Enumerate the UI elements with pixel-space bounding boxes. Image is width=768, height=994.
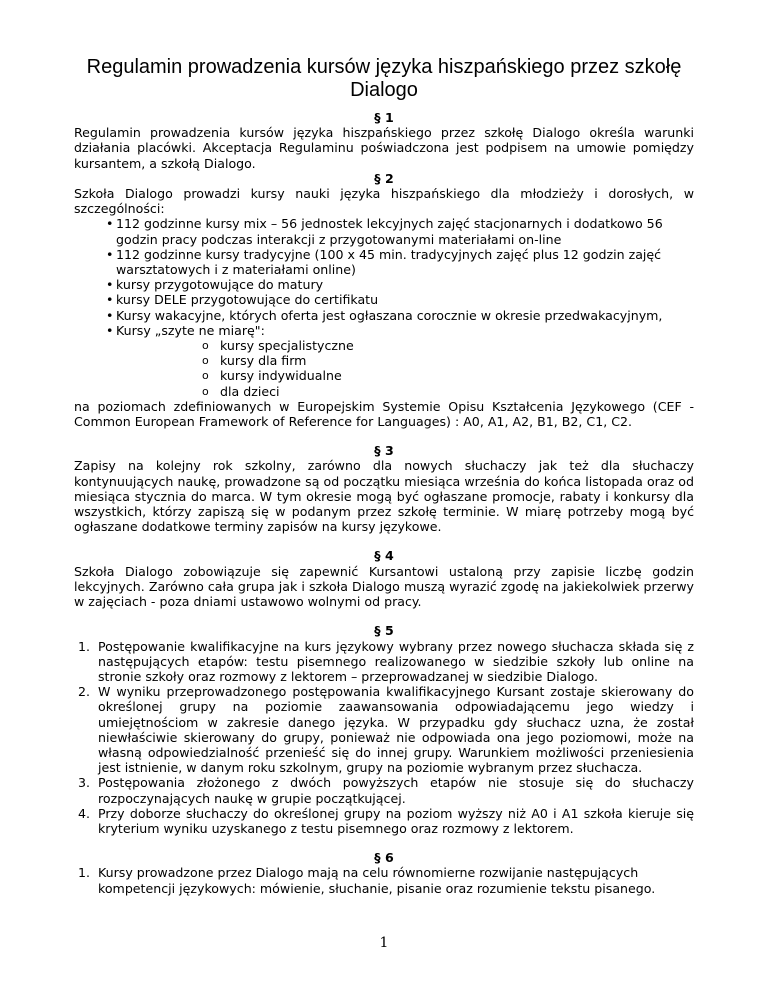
item-text: W wyniku przeprowadzonego postępowania kwalifikacyjnego Kursant zostaje skierowany do określonej grupy na poziomie zaawansowania odpowiadającemu jego wiedzy i umiejętnościom w zakresie danego języka. W przypadku gdy słuchacz uzna, że został niewłaściwie skierowany do grupy, ponieważ nie odpowiada ona jego poziomowi, może na własną odpowiedzialność przenieść się do innej grupy. Warunkiem możliwości przeniesienia jest istnienie, w danym roku szkolnym, grupy na poziomie wybranym przez słuchacza. (98, 684, 694, 776)
page-number: 1 (379, 935, 389, 951)
section-1 (74, 110, 694, 171)
section-3 (74, 443, 694, 534)
section-paragraph: Regulamin prowadzenia kursów języka hiszpańskiego przez szkołę Dialogo określa warunki działania placówki. Akceptacja Regulaminu poświadczona jest podpisem na umowie pomiędzy kursantem, a szkołą Dialogo. (74, 125, 694, 171)
section-5 (74, 623, 694, 836)
numbered-item (78, 775, 694, 806)
competence-list (74, 865, 694, 895)
custom-course-sublist (74, 338, 694, 399)
document-title: Regulamin prowadzenia kursów języka hiszpańskiego przez szkołę Dialogo (86, 56, 682, 101)
sub-list-item: o kursy specjalistyczne (208, 338, 694, 353)
item-text: Przy doborze słuchaczy do określonej grupy na poziom wyższy niż A0 i A1 szkoła kieruje się kryterium wyniku uzyskanego z testu pisemnego oraz rozmowy z lektorem. (98, 805, 694, 836)
item-number: 1. (78, 865, 91, 881)
course-list (74, 216, 694, 338)
sub-list-item: o kursy indywidualne (208, 368, 694, 383)
sub-list-item: o dla dzieci (208, 384, 694, 399)
numbered-item (78, 805, 694, 836)
item-number: 3. (78, 775, 91, 791)
section-heading: § 4 (374, 548, 394, 564)
section-6 (74, 850, 694, 896)
list-item: • kursy DELE przygotowujące do certifikatu (108, 292, 694, 307)
section-paragraph: Szkoła Dialogo zobowiązuje się zapewnić Kursantowi ustaloną przy zapisie liczbę godzin lekcyjnych. Zarówno cała grupa jak i szkoła Dialogo muszą wyrazić zgodę na jakiekolwiek przerwy w zajęciach - poza dniami ustawowo wolnymi od pracy. (74, 563, 694, 610)
section-paragraph: Zapisy na kolejny rok szkolny, zarówno dla nowych słuchaczy jak też dla słuchaczy kontynuujących naukę, prowadzone są od początku miesiąca września do końca listopada oraz od miesiąca stycznia do marca. W tym okresie mogą być ogłaszane promocje, rabaty i konkursy dla wszystkich, którzy zapiszą się w podanym przez szkołę terminie. W miarę potrzeby mogą być ogłaszane dodatkowe terminy zapisów na kursy językowe. (74, 458, 694, 535)
sub-list-item: o kursy dla firm (208, 353, 694, 368)
list-item: • 112 godzinne kursy tradycyjne (100 x 45 min. tradycyjnych zajęć plus 12 godzin zajęć warsztatowych i z materiałami online) (108, 247, 694, 277)
list-item: • Kursy „szyte ne miarę": (108, 323, 694, 338)
qualification-list (74, 639, 694, 837)
numbered-item (78, 638, 694, 685)
section-paragraph: na poziomach zdefiniowanych w Europejskim Systemie Opisu Kształcenia Językowego (CEF - Common European Framework of Reference for Languages) : A0, A1, A2, B1, B2, C1, C2. (74, 398, 694, 430)
list-item: • 112 godzinne kursy mix – 56 jednostek lekcyjnych zajęć stacjonarnych i dodatkowo 56 godzin pracy podczas interakcji z przygotowanymi materiałami on-line (108, 216, 694, 246)
list-item: • Kursy wakacyjne, których oferta jest ogłaszana corocznie w okresie przedwakacyjnym, (108, 308, 694, 323)
item-text: Postępowanie kwalifikacyjne na kurs językowy wybrany przez nowego słuchacza składa się z następujących etapów: testu pisemnego realizowanego w siedzibie szkoły lub online na stronie szkoły oraz rozmowy z lektorem – przeprowadzanej w siedzibie Dialogo. (98, 638, 694, 684)
item-text: Kursy prowadzone przez Dialogo mają na celu równomierne rozwijanie następujących kompetencji językowych: mówienie, słuchanie, pisanie oraz rozumienie tekstu pisanego. (98, 865, 656, 896)
section-2 (74, 171, 694, 429)
item-number: 1. (78, 638, 91, 654)
section-paragraph: Szkoła Dialogo prowadzi kursy nauki języka hiszpańskiego dla młodzieży i dorosłych, w szczególności: (74, 186, 694, 217)
section-heading: § 3 (374, 443, 394, 459)
numbered-item (78, 684, 694, 776)
item-number: 2. (78, 684, 91, 700)
numbered-item (78, 865, 694, 896)
section-heading: § 2 (374, 170, 394, 186)
item-text: Postępowania złożonego z dwóch powyższych etapów nie stosuje się do słuchaczy rozpoczynających naukę w grupie początkującej. (98, 775, 694, 806)
item-number: 4. (78, 805, 91, 821)
section-4 (74, 548, 694, 609)
list-item: • kursy przygotowujące do matury (108, 277, 694, 292)
section-heading: § 6 (374, 850, 394, 866)
section-heading: § 5 (374, 623, 394, 639)
document-body (74, 56, 694, 896)
section-heading: § 1 (374, 110, 394, 125)
